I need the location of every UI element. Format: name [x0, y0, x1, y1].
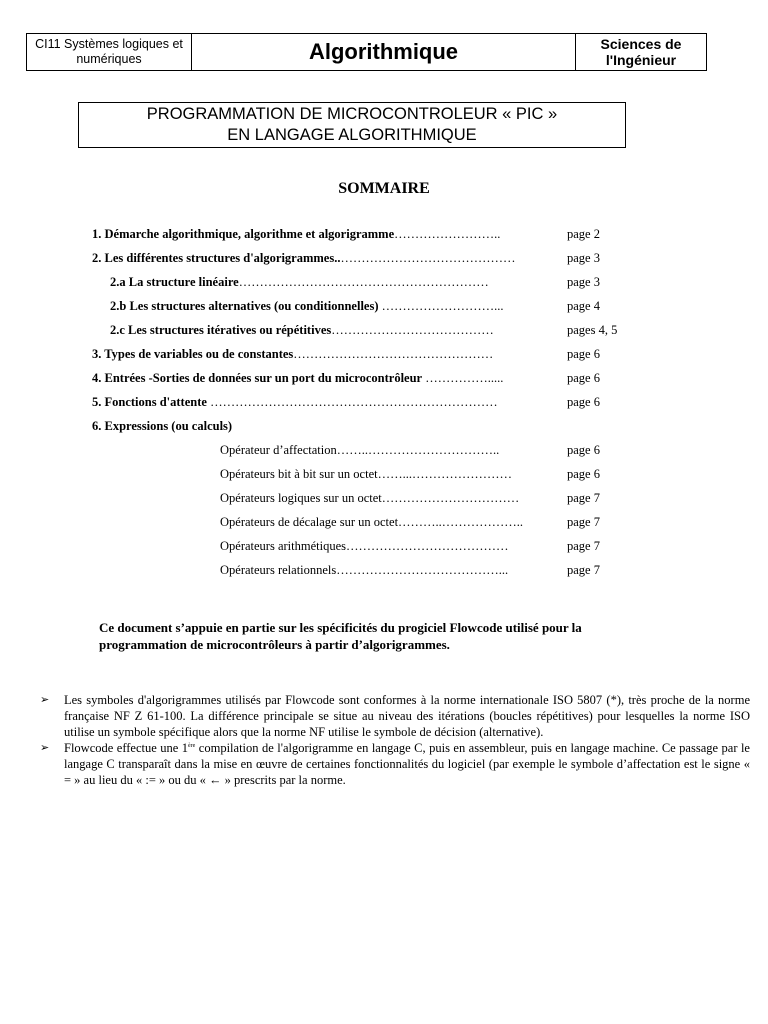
toc-label: 6. Expressions (ou calculs): [92, 419, 233, 433]
toc-page: page 3: [567, 251, 600, 265]
toc-leader: ……………………………………: [340, 251, 516, 265]
toc-leader: …………………………………: [346, 539, 509, 553]
toc-page: page 7: [567, 515, 600, 529]
toc-entry: [220, 537, 509, 555]
toc-page: page 7: [567, 563, 600, 577]
header-box: [26, 33, 707, 71]
toc-page: page 2: [567, 227, 600, 241]
toc-entry: [220, 561, 508, 579]
toc-entry: [220, 465, 512, 483]
list-item: [40, 740, 750, 788]
toc-page: page 7: [567, 539, 600, 553]
sommaire-heading: SOMMAIRE: [338, 180, 430, 197]
toc-page: pages 4, 5: [567, 323, 618, 337]
toc-label: 3. Types de variables ou de constantes: [92, 347, 294, 361]
toc-leader: ……..…………………………..: [336, 443, 500, 457]
toc-label: Opérateurs bit à bit sur un octet: [220, 467, 378, 481]
toc-label: 2.a La structure linéaire: [110, 275, 239, 289]
header-subject-line2: l'Ingénieur: [605, 52, 677, 68]
header-subject-line1: Sciences de: [600, 36, 682, 52]
toc-label: 1. Démarche algorithmique, algorithme et algorigramme: [92, 227, 395, 241]
toc-page: page 7: [567, 491, 600, 505]
toc-label: 5. Fonctions d'attente: [92, 395, 207, 409]
toc-label: 2. Les différentes structures d'algorigrammes..: [92, 251, 341, 265]
toc-page: page 6: [567, 467, 600, 481]
toc-entry: [110, 273, 489, 291]
toc-leader: …………….....: [422, 371, 504, 385]
bullet-text: [64, 740, 750, 788]
toc-page: page 4: [567, 299, 600, 313]
toc-entry: [220, 489, 519, 507]
toc-leader: ………..………………..: [398, 515, 524, 529]
toc-label: Opérateurs arithmétiques: [220, 539, 346, 553]
toc-label: 2.b Les structures alternatives (ou conditionnelles): [110, 299, 379, 313]
document-title-line1: PROGRAMMATION DE MICROCONTROLEUR « PIC »: [146, 105, 558, 123]
bullet-text-part2: compilation de l'algorigramme en langage C, puis en assembleur, puis en langage machine. Ce passage par le langage C transparaît dans la mise en œuvre de certaines fonctionnalités du logiciel (par exemple le symbole d’affectation est le signe « = » au lieu du « := » ou du « ← » prescrits par la norme.: [64, 741, 750, 787]
toc-entry: [92, 417, 232, 435]
toc-page: page 6: [567, 395, 600, 409]
toc-label: Opérateurs de décalage sur un octet: [220, 515, 399, 529]
toc-leader: …………………………………………: [293, 347, 494, 361]
flowcode-note-line2: programmation de microcontrôleurs à partir d’algorigrammes.: [99, 637, 450, 652]
arrowhead-bullet-icon: ➢: [40, 694, 50, 706]
toc-page: page 6: [567, 347, 600, 361]
toc-leader: …………………………………...: [336, 563, 509, 577]
bullet-list: [40, 692, 750, 788]
toc-entry: [110, 297, 504, 315]
toc-entry: [220, 513, 523, 531]
document-title-box: [78, 102, 626, 148]
toc-entry: [110, 321, 494, 339]
toc-page: page 6: [567, 371, 600, 385]
toc-label: Opérateurs logiques sur un octet: [220, 491, 382, 505]
bullet-text: Les symboles d'algorigrammes utilisés par Flowcode sont conformes à la norme internationale ISO 5807 (*), très proche de la norme française NF Z 61-100. La différence principale se situe au niveau des itérations (boucles répétitives) pour lesquelles la norme ISO utilise un symbole spécifique alors que la norme NF utilise le symbole de décision (alternative).: [64, 693, 750, 739]
toc-leader: ………………………...: [378, 299, 504, 313]
toc-label: Opérateur d’affectation: [220, 443, 337, 457]
toc-label: 2.c Les structures itératives ou répétitives: [110, 323, 332, 337]
bullet-text-part1: Flowcode effectue une 1: [64, 741, 189, 755]
list-item: [40, 692, 750, 740]
toc-entry: [92, 249, 515, 267]
flowcode-note: [99, 619, 659, 653]
toc-entry: [92, 369, 503, 387]
toc-entry: [92, 393, 498, 411]
header-course: CI11 Systèmes logiques et numériques: [27, 34, 192, 70]
toc-page: page 6: [567, 443, 600, 457]
toc-leader: ……………………………: [381, 491, 520, 505]
toc-leader: ……………………………………………………: [238, 275, 489, 289]
toc-leader: ……………………..: [394, 227, 501, 241]
toc-entry: [92, 345, 493, 363]
toc-leader: …………………………………: [331, 323, 494, 337]
document-title-line2: EN LANGAGE ALGORITHMIQUE: [227, 126, 477, 144]
flowcode-note-line1: Ce document s’appuie en partie sur les spécificités du progiciel Flowcode utilisé pour la: [99, 620, 582, 635]
toc-label: Opérateurs relationnels: [220, 563, 337, 577]
toc-entry: [220, 441, 499, 459]
toc-entry: [92, 225, 500, 243]
bullet-superscript: ère: [188, 742, 196, 749]
header-title: Algorithmique: [308, 39, 459, 64]
arrowhead-bullet-icon: ➢: [40, 742, 50, 754]
toc-label: 4. Entrées -Sorties de données sur un port du microcontrôleur: [92, 371, 423, 385]
toc-leader: ……...……………………: [377, 467, 512, 481]
toc-page: page 3: [567, 275, 600, 289]
toc-leader: ……………………………………………………………: [206, 395, 498, 409]
header-subject: [575, 34, 706, 70]
